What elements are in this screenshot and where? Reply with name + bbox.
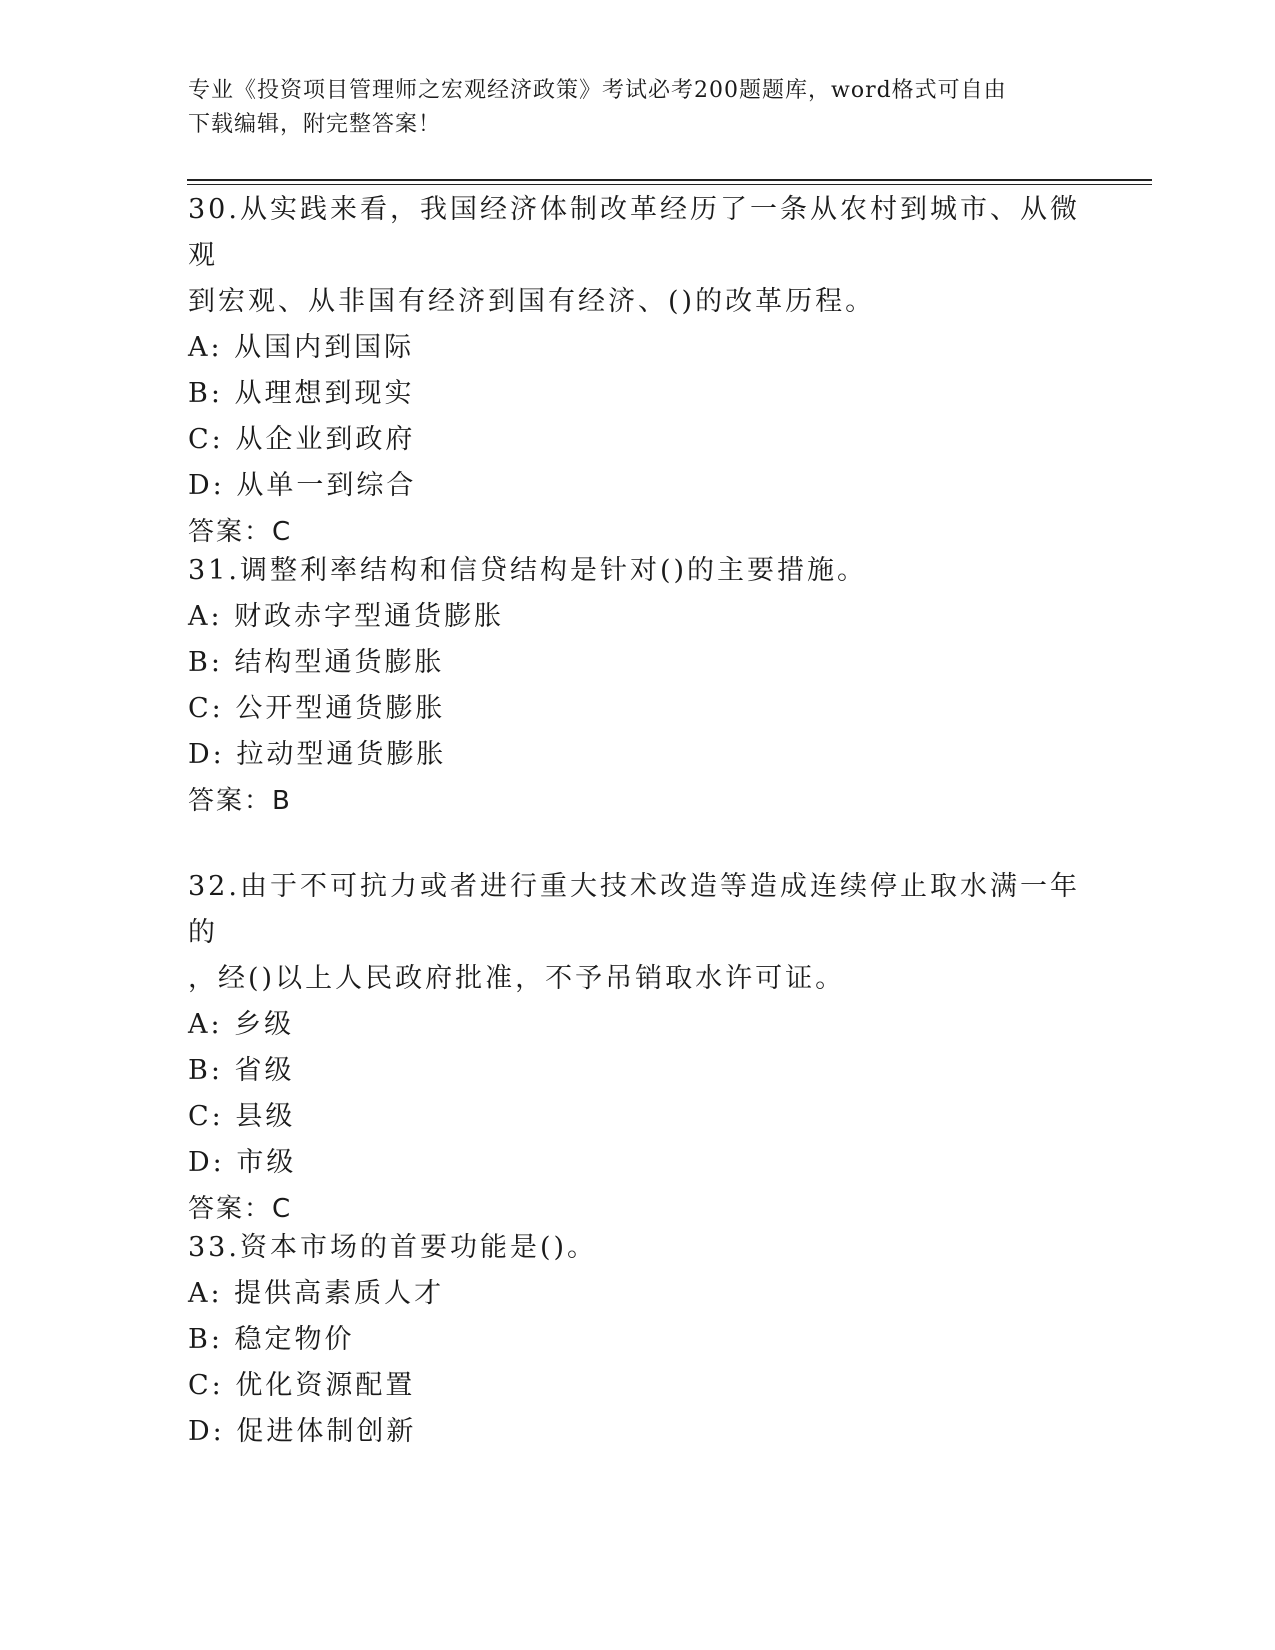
question-stem-line-2: ，经()以上人民政府批准，不予吊销取水许可证。 [188, 963, 846, 994]
answer-line: 答案：B [188, 786, 292, 816]
option-b: B: 稳定物价 [188, 1324, 355, 1355]
question-stem-line-1: 32.由于不可抗力或者进行重大技术改造等造成连续停止取水满一年的 [188, 871, 1080, 948]
option-b: B: 结构型通货膨胀 [188, 647, 445, 678]
answer-line: 答案：C [188, 517, 293, 547]
option-d: D: 拉动型通货膨胀 [188, 739, 447, 770]
answer-line: 答案：C [188, 1194, 293, 1224]
question-31 [188, 548, 1088, 824]
option-d: D: 市级 [188, 1147, 297, 1178]
question-stem-line-1: 33.资本市场的首要功能是()。 [188, 1232, 598, 1263]
question-stem-line-1: 30.从实践来看，我国经济体制改革经历了一条从农村到城市、从微观 [188, 194, 1080, 271]
option-a: A: 财政赤字型通货膨胀 [188, 601, 505, 632]
header-line-1: 专业《投资项目管理师之宏观经济政策》考试必考200题题库，word格式可自由 [188, 78, 1007, 103]
document-header [188, 74, 1088, 142]
option-a: A: 乡级 [188, 1009, 295, 1040]
option-a: A: 提供高素质人才 [188, 1278, 445, 1309]
option-a: A: 从国内到国际 [188, 332, 415, 363]
option-c: C: 从企业到政府 [188, 424, 416, 455]
question-stem-line-1: 31.调整利率结构和信贷结构是针对()的主要措施。 [188, 555, 868, 586]
header-divider-thick [187, 179, 1152, 181]
option-b: B: 省级 [188, 1055, 295, 1086]
question-stem-line-2: 到宏观、从非国有经济到国有经济、()的改革历程。 [188, 286, 876, 317]
option-d: D: 从单一到综合 [188, 470, 417, 501]
option-d: D: 促进体制创新 [188, 1416, 417, 1447]
option-b: B: 从理想到现实 [188, 378, 415, 409]
question-32 [188, 864, 1088, 1232]
question-30 [188, 187, 1088, 555]
option-c: C: 优化资源配置 [188, 1370, 416, 1401]
header-divider-thin [187, 184, 1152, 185]
question-33 [188, 1225, 1088, 1455]
option-c: C: 县级 [188, 1101, 296, 1132]
option-c: C: 公开型通货膨胀 [188, 693, 446, 724]
header-line-2: 下载编辑，附完整答案！ [188, 112, 442, 137]
